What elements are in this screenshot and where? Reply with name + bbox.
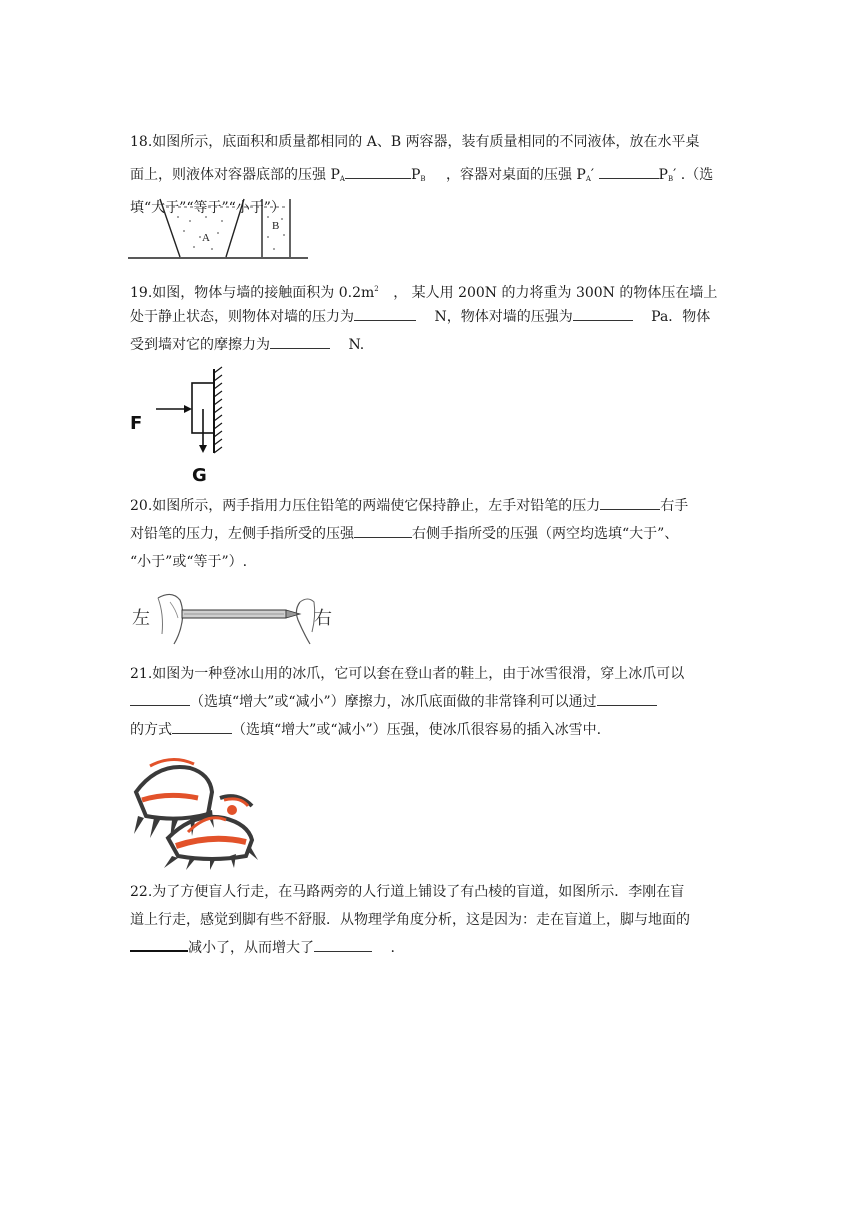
question-19	[130, 277, 740, 367]
q20-line-3: “小于”或“等于”）.	[130, 554, 248, 570]
q18-text-2: ，容器对桌面的压强 P	[445, 167, 586, 183]
q19-label-g: G	[192, 465, 207, 485]
q18-p2: P	[658, 167, 668, 183]
q21-line-1: 21.如图为一种登冰山用的冰爪，它可以套在登山者的鞋上，由于冰雪很滑，穿上冰爪可以	[130, 666, 685, 682]
q19-blank-3[interactable]	[270, 334, 330, 349]
q20-label-left: 左	[132, 608, 150, 629]
q19-label-f: F	[130, 413, 143, 434]
question-20	[130, 494, 740, 584]
q22-text: 减小了，从而增大了	[188, 940, 314, 956]
q21-text: （选填“增大”或“减小”）摩擦力，冰爪底面做的非常锋利可以通过	[190, 694, 597, 710]
q20-label-right: 右	[314, 608, 332, 629]
q19-line-3	[130, 333, 364, 357]
q22-line-2: 道上行走，感觉到脚有些不舒服．从物理学角度分析，这是因为：走在盲道上，脚与地面的	[130, 912, 690, 928]
q20-blank-2[interactable]	[354, 523, 412, 538]
q18-line-1: 18.如图所示，底面积和质量都相同的 A、B 两容器，装有质量相同的不同液体，放在水平桌	[130, 134, 700, 150]
q21-blank-1[interactable]	[130, 691, 190, 706]
q19-text-2: ， 某人用 200N 的力将重为 300N 的物体压在墙上	[393, 285, 718, 301]
q22-blank-2[interactable]	[314, 937, 372, 952]
q18-containers-figure	[128, 193, 308, 263]
q20-line-1	[130, 494, 688, 518]
q18-sub-a2: A	[585, 175, 591, 183]
q22-period: .	[390, 940, 395, 956]
q19-blank-2[interactable]	[573, 306, 633, 321]
q19-text-6: 受到墙对它的摩擦力为	[130, 337, 270, 353]
q21-text-2: 的方式	[130, 722, 172, 738]
q19-text-7: N.	[348, 337, 365, 353]
q18-blank-2[interactable]	[599, 164, 659, 179]
q19-text-3: 处于静止状态，则物体对墙的压力为	[130, 309, 354, 325]
q18-text: 面上，则液体对容器底部的压强 P	[130, 167, 340, 183]
q18-prime: ′	[590, 167, 595, 183]
q19-text-5: Pa．物体	[651, 309, 711, 325]
q18-text-3: ′ .（选	[673, 167, 714, 183]
q18-sub-b2: B	[667, 175, 674, 183]
q22-line-1: 22.为了方便盲人行走，在马路两旁的人行道上铺设了有凸棱的盲道，如图所示．李刚在盲	[130, 884, 685, 900]
q18-p: P	[410, 167, 421, 183]
q19-line-2	[130, 305, 710, 329]
q20-text-4: 右侧手指所受的压强（两空均选填“大于”、	[412, 526, 679, 542]
q20-text: 20.如图所示，两手指用力压住铅笔的两端使它保持静止，左手对铅笔的压力	[130, 498, 601, 514]
q20-blank-1[interactable]	[600, 495, 660, 510]
q21-crampon-photo	[128, 752, 264, 870]
q19-sup: 2	[374, 285, 379, 293]
q21-text-3: （选填“增大”或“减小”）压强，使冰爪很容易的插入冰雪中.	[232, 722, 602, 738]
question-21	[130, 662, 740, 752]
q20-line-2	[130, 522, 678, 546]
question-22	[130, 880, 740, 970]
q21-line-2	[130, 690, 657, 714]
q18-label-a: A	[202, 232, 210, 244]
q20-pencil-figure	[128, 588, 338, 648]
q19-wall-force-figure	[126, 365, 236, 485]
q19-blank-1[interactable]	[354, 306, 416, 321]
q22-blank-1[interactable]	[130, 936, 188, 952]
q19-text: 19.如图，物体与墙的接触面积为 0.2m	[130, 285, 375, 301]
q20-text-2: 右手	[660, 498, 689, 514]
q21-line-3	[130, 718, 601, 742]
q18-sub-a: A	[339, 175, 345, 183]
q19-text-4: N，物体对墙的压强为	[434, 309, 573, 325]
q18-line-2	[130, 163, 713, 187]
q22-line-3	[130, 936, 395, 960]
q18-line-3: 填“大于”“等于”“小于”）	[130, 200, 285, 216]
q20-text-3: 对铅笔的压力，左侧手指所受的压强	[130, 526, 354, 542]
q21-blank-3[interactable]	[172, 719, 232, 734]
q18-blank-1[interactable]	[345, 164, 411, 179]
q18-sub-b: B	[420, 175, 426, 183]
q19-line-1	[130, 277, 717, 301]
q21-blank-2[interactable]	[597, 691, 657, 706]
q18-label-b: B	[272, 220, 280, 232]
